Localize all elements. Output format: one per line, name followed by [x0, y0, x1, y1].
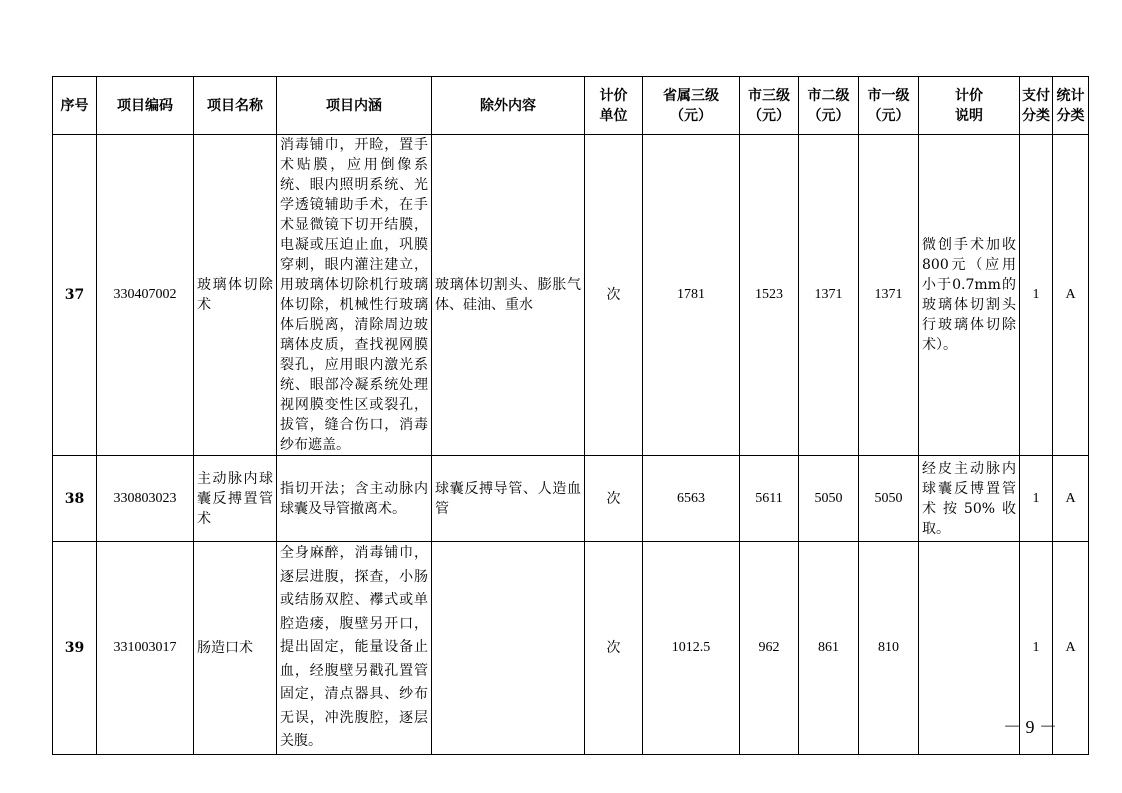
- cell-payment-category: 1: [1020, 542, 1053, 755]
- cell-name: 玻璃体切除术: [194, 135, 277, 456]
- fee-table: [52, 76, 1089, 755]
- cell-city-tier1: 5050: [859, 456, 919, 542]
- cell-provincial-tier3: 1012.5: [643, 542, 740, 755]
- cell-name: 主动脉内球囊反搏置管术: [194, 456, 277, 542]
- cell-city-tier2: 861: [799, 542, 859, 755]
- cell-unit: 次: [585, 542, 643, 755]
- cell-code: 330407002: [97, 135, 194, 456]
- table-row: [53, 542, 1089, 755]
- cell-exclusion: [432, 542, 585, 755]
- cell-content: 指切开法；含主动脉内球囊及导管撤离术。: [277, 456, 432, 542]
- cell-seq: 37: [53, 135, 97, 456]
- cell-exclusion: 玻璃体切割头、膨胀气体、硅油、重水: [432, 135, 585, 456]
- header-unit: 计价 单位: [585, 77, 643, 135]
- cell-pricing-note: 经皮主动脉内球囊反博置管术按50%收取。: [919, 456, 1020, 542]
- cell-city-tier3: 5611: [740, 456, 799, 542]
- cell-code: 330803023: [97, 456, 194, 542]
- page-number: － 9 －: [1003, 717, 1057, 737]
- cell-content: 消毒铺巾，开睑，置手术贴膜，应用倒像系统、眼内照明系统、光学透镜辅助手术，在手术显微镜下切开结膜，电凝或压迫止血，巩膜穿刺，眼内灌注建立，用玻璃体切除机行玻璃体切除，机械性行玻璃体后脱离，清除周边玻璃体皮质，查找视网膜裂孔，应用眼内激光系统、眼部冷凝系统处理视网膜变性区或裂孔，拔管，缝合伤口，消毒纱布遮盖。: [277, 135, 432, 456]
- cell-code: 331003017: [97, 542, 194, 755]
- header-row: [53, 77, 1089, 135]
- header-payment-category: 支付 分类: [1020, 77, 1053, 135]
- header-pricing-note: 计价 说明: [919, 77, 1020, 135]
- cell-unit: 次: [585, 456, 643, 542]
- cell-pricing-note: 微创手术加收800元（应用小于0.7mm的玻璃体切割头行玻璃体切除术）。: [919, 135, 1020, 456]
- cell-payment-category: 1: [1020, 135, 1053, 456]
- header-provincial-tier3: 省属三级 （元）: [643, 77, 740, 135]
- table-row: [53, 456, 1089, 542]
- header-statistics-category: 统计 分类: [1053, 77, 1089, 135]
- header-content: 项目内涵: [277, 77, 432, 135]
- header-code: 项目编码: [97, 77, 194, 135]
- cell-unit: 次: [585, 135, 643, 456]
- cell-content: 全身麻醉，消毒铺巾，逐层进腹，探查，小肠或结肠双腔、襻式或单腔造瘘，腹壁另开口，提出固定，能量设备止血，经腹壁另戳孔置管固定，清点器具、纱布无误，冲洗腹腔，逐层关腹。: [277, 542, 432, 755]
- header-city-tier3: 市三级 （元）: [740, 77, 799, 135]
- cell-city-tier3: 962: [740, 542, 799, 755]
- cell-statistics-category: A: [1053, 135, 1089, 456]
- cell-provincial-tier3: 6563: [643, 456, 740, 542]
- cell-seq: 39: [53, 542, 97, 755]
- cell-provincial-tier3: 1781: [643, 135, 740, 456]
- header-seq: 序号: [53, 77, 97, 135]
- cell-exclusion: 球囊反搏导管、人造血管: [432, 456, 585, 542]
- cell-seq: 38: [53, 456, 97, 542]
- cell-city-tier1: 810: [859, 542, 919, 755]
- cell-city-tier3: 1523: [740, 135, 799, 456]
- cell-payment-category: 1: [1020, 456, 1053, 542]
- cell-city-tier2: 5050: [799, 456, 859, 542]
- header-name: 项目名称: [194, 77, 277, 135]
- header-exclusion: 除外内容: [432, 77, 585, 135]
- header-city-tier1: 市一级 （元）: [859, 77, 919, 135]
- cell-name: 肠造口术: [194, 542, 277, 755]
- cell-city-tier2: 1371: [799, 135, 859, 456]
- cell-statistics-category: A: [1053, 542, 1089, 755]
- header-city-tier2: 市二级 （元）: [799, 77, 859, 135]
- table-row: [53, 135, 1089, 456]
- cell-statistics-category: A: [1053, 456, 1089, 542]
- cell-city-tier1: 1371: [859, 135, 919, 456]
